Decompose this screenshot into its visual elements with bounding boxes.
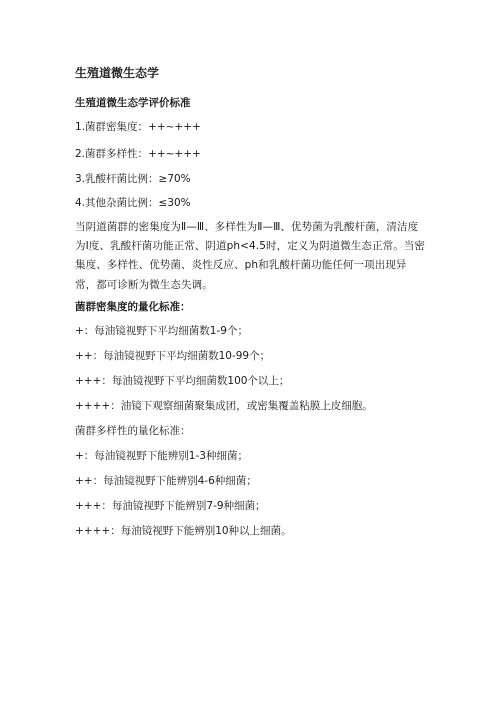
density-heading: 菌群密集度的量化标准： xyxy=(75,301,191,313)
definition-paragraph: 当阴道菌群的密集度为Ⅱ—Ⅲ、多样性为Ⅱ—Ⅲ、优势菌为乳酸杆菌，清洁度为Ⅰ度、乳酸杆菌功能正常、阴道ph<4.5时，定义为阴道微生态正常。当密集度、多样性、优势菌、炎性反应、ph和乳酸杆菌功能任何一项出现异常，都可诊断为微生态失调。 xyxy=(75,221,426,291)
section-heading: 生殖道微生态学评价标准 xyxy=(75,97,191,109)
density-item: +++：每油镜视野下平均细菌数100个以上； xyxy=(75,375,290,387)
density-item: ++：每油镜视野下平均细菌数10-99个； xyxy=(75,350,271,362)
diversity-item: +++：每油镜视野下能辨别7-9种细菌； xyxy=(75,500,266,512)
criteria-item: 4.其他杂菌比例：≤30% xyxy=(75,197,191,209)
criteria-item: 3.乳酸杆菌比例：≥70% xyxy=(75,173,191,185)
diversity-item: ++：每油镜视野下能辨别4-6种细菌； xyxy=(75,475,257,487)
density-item: +：每油镜视野下平均细菌数1-9个； xyxy=(75,325,248,337)
document-title: 生殖道微生态学 xyxy=(75,66,160,80)
criteria-item: 1.菌群密集度：++~+++ xyxy=(75,121,201,133)
diversity-item: +：每油镜视野下能辨别1-3种细菌； xyxy=(75,450,248,462)
density-item: ++++：油镜下观察细菌聚集成团，或密集覆盖粘膜上皮细胞。 xyxy=(75,400,373,412)
diversity-item: ++++：每油镜视野下能辨别10种以上细菌。 xyxy=(75,525,292,537)
criteria-item: 2.菌群多样性：++~+++ xyxy=(75,148,201,160)
diversity-heading: 菌群多样性的量化标准： xyxy=(75,425,191,437)
